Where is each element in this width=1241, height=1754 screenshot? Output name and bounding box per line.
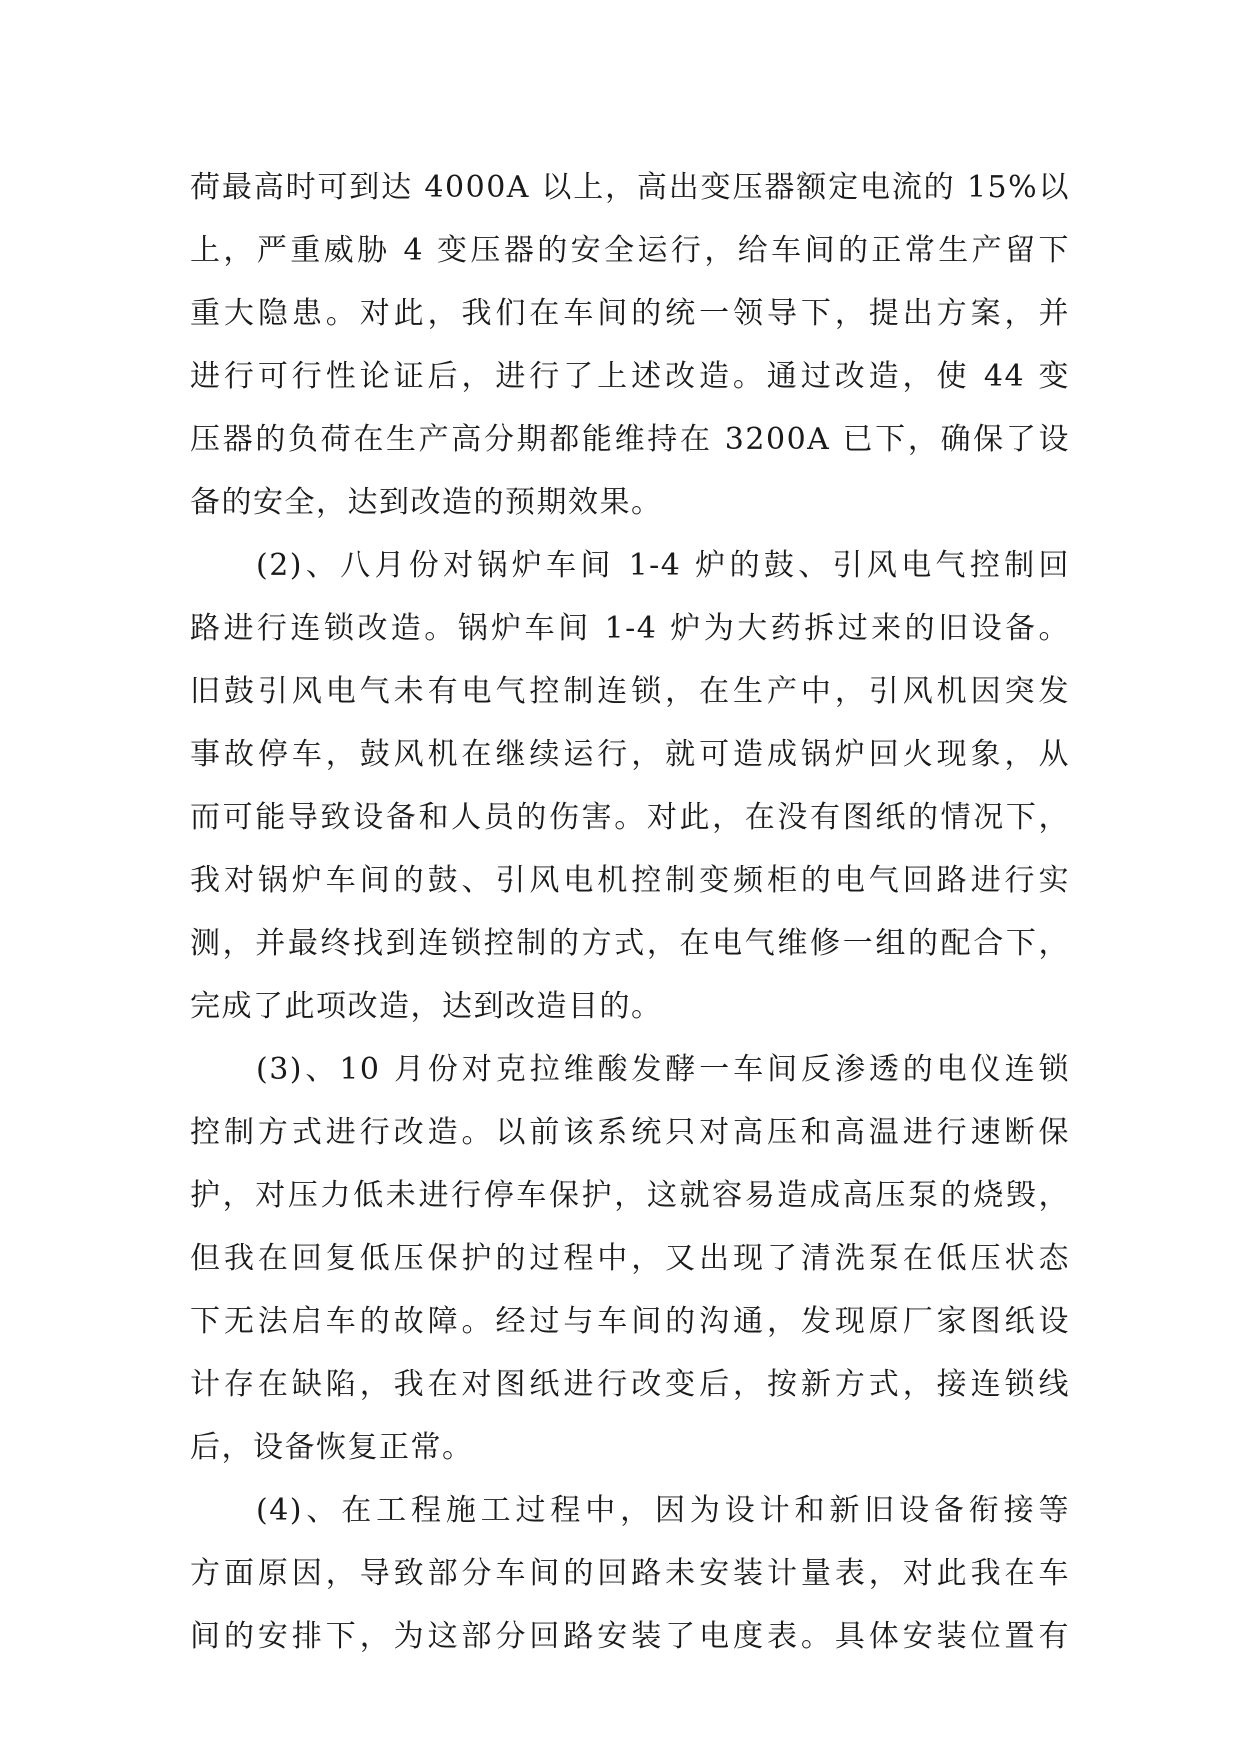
paragraph-line: 完成了此项改造，达到改造目的。 xyxy=(190,989,663,1024)
paragraph-line: 重大隐患。对此，我们在车间的统一领导下，提出方案，并 xyxy=(190,296,1070,331)
paragraph-line: 测，并最终找到连锁控制的方式，在电气维修一组的配合下， xyxy=(190,926,1070,961)
paragraph-line: 上，严重威胁 4 变压器的安全运行，给车间的正常生产留下 xyxy=(190,233,1070,268)
paragraph-line: 事故停车，鼓风机在继续运行，就可造成锅炉回火现象，从 xyxy=(190,737,1070,772)
paragraph-first-line: (3)、10 月份对克拉维酸发酵一车间反渗透的电仪连锁 xyxy=(256,1052,1070,1087)
paragraph-line: 压器的负荷在生产高分期都能维持在 3200A 已下，确保了设 xyxy=(190,422,1070,457)
paragraph-line: 备的安全，达到改造的预期效果。 xyxy=(190,485,663,520)
paragraph-line: 方面原因，导致部分车间的回路未安装计量表，对此我在车 xyxy=(190,1556,1070,1591)
paragraph-line: 计存在缺陷，我在对图纸进行改变后，按新方式，接连锁线 xyxy=(190,1367,1070,1402)
paragraph-line: 护，对压力低未进行停车保护，这就容易造成高压泵的烧毁， xyxy=(190,1178,1070,1213)
document-body xyxy=(190,156,1070,1668)
paragraph-first-line: (4)、在工程施工过程中，因为设计和新旧设备衔接等 xyxy=(256,1493,1070,1528)
paragraph-line: 路进行连锁改造。锅炉车间 1-4 炉为大药拆过来的旧设备。 xyxy=(190,611,1070,646)
paragraph-line: 间的安排下，为这部分回路安装了电度表。具体安装位置有 xyxy=(190,1619,1070,1654)
paragraph-line: 下无法启车的故障。经过与车间的沟通，发现原厂家图纸设 xyxy=(190,1304,1070,1339)
paragraph-line: 进行可行性论证后，进行了上述改造。通过改造，使 44 变 xyxy=(190,359,1070,394)
paragraph-line: 旧鼓引风电气未有电气控制连锁，在生产中，引风机因突发 xyxy=(190,674,1070,709)
paragraph-line: 荷最高时可到达 4000A 以上，高出变压器额定电流的 15%以 xyxy=(190,170,1070,205)
paragraph-line: 我对锅炉车间的鼓、引风电机控制变频柜的电气回路进行实 xyxy=(190,863,1070,898)
paragraph-line: 但我在回复低压保护的过程中，又出现了清洗泵在低压状态 xyxy=(190,1241,1070,1276)
paragraph-line: 控制方式进行改造。以前该系统只对高压和高温进行速断保 xyxy=(190,1115,1070,1150)
paragraph-first-line: (2)、八月份对锅炉车间 1-4 炉的鼓、引风电气控制回 xyxy=(256,548,1070,583)
paragraph-line: 而可能导致设备和人员的伤害。对此，在没有图纸的情况下， xyxy=(190,800,1070,835)
paragraph-line: 后，设备恢复正常。 xyxy=(190,1430,474,1465)
